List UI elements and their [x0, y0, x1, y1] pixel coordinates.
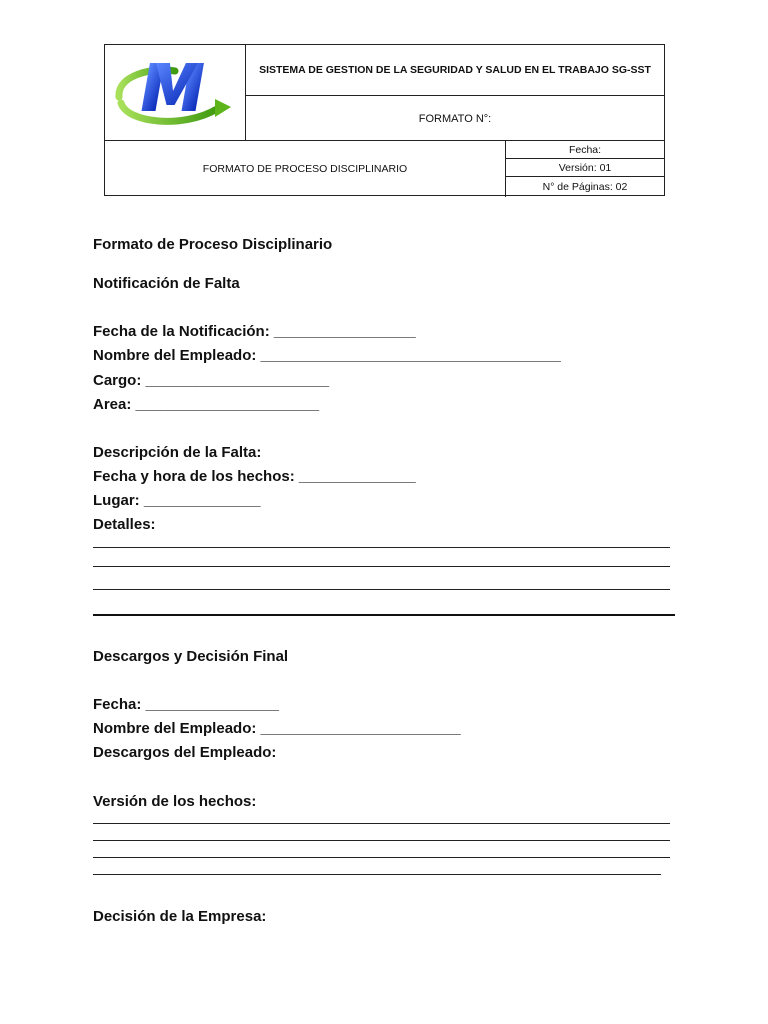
- detalles-line-1[interactable]: [93, 547, 670, 548]
- fecha-cell: Fecha:: [506, 141, 664, 159]
- version-line-3[interactable]: [93, 857, 670, 858]
- fecha-notificacion-field[interactable]: Fecha de la Notificación: _________________: [93, 323, 416, 340]
- descargos-empleado-label: Descargos del Empleado:: [93, 744, 277, 761]
- fecha-descargos-field[interactable]: Fecha: ________________: [93, 696, 279, 713]
- header-row-2: [105, 140, 664, 197]
- nombre-empleado-field[interactable]: Nombre del Empleado: ____________________________________: [93, 347, 561, 364]
- fecha-hora-field[interactable]: Fecha y hora de los hechos: ______________: [93, 468, 416, 485]
- detalles-line-3[interactable]: [93, 589, 670, 590]
- descripcion-heading: Descripción de la Falta:: [93, 444, 262, 461]
- decision-label: Decisión de la Empresa:: [93, 908, 267, 925]
- header-table: [104, 44, 665, 196]
- version-hechos-label: Versión de los hechos:: [93, 793, 257, 810]
- lugar-field[interactable]: Lugar: ______________: [93, 492, 261, 509]
- detalles-line-2[interactable]: [93, 566, 670, 567]
- version-line-1[interactable]: [93, 823, 670, 824]
- cargo-field[interactable]: Cargo: ______________________: [93, 372, 330, 389]
- version-cell: Versión: 01: [506, 159, 664, 177]
- detalles-label: Detalles:: [93, 516, 156, 533]
- pages-cell: N° de Páginas: 02: [542, 181, 628, 193]
- notificacion-heading: Notificación de Falta: [93, 275, 240, 292]
- logo-cell: [105, 45, 246, 141]
- nombre-empleado-2-field[interactable]: Nombre del Empleado: ________________________: [93, 720, 461, 737]
- version-line-2[interactable]: [93, 840, 670, 841]
- form-title: Formato de Proceso Disciplinario: [93, 236, 333, 253]
- descargos-heading: Descargos y Decisión Final: [93, 648, 289, 665]
- area-field[interactable]: Area: ______________________: [93, 396, 320, 413]
- company-logo: [113, 57, 237, 129]
- formato-number-label: FORMATO N°:: [418, 112, 492, 125]
- section-divider: [93, 614, 675, 616]
- document-title: FORMATO DE PROCESO DISCIPLINARIO: [105, 141, 506, 197]
- version-line-4[interactable]: [93, 874, 661, 875]
- system-title: SISTEMA DE GESTION DE LA SEGURIDAD Y SALUD EN EL TRABAJO SG-SST: [246, 45, 664, 96]
